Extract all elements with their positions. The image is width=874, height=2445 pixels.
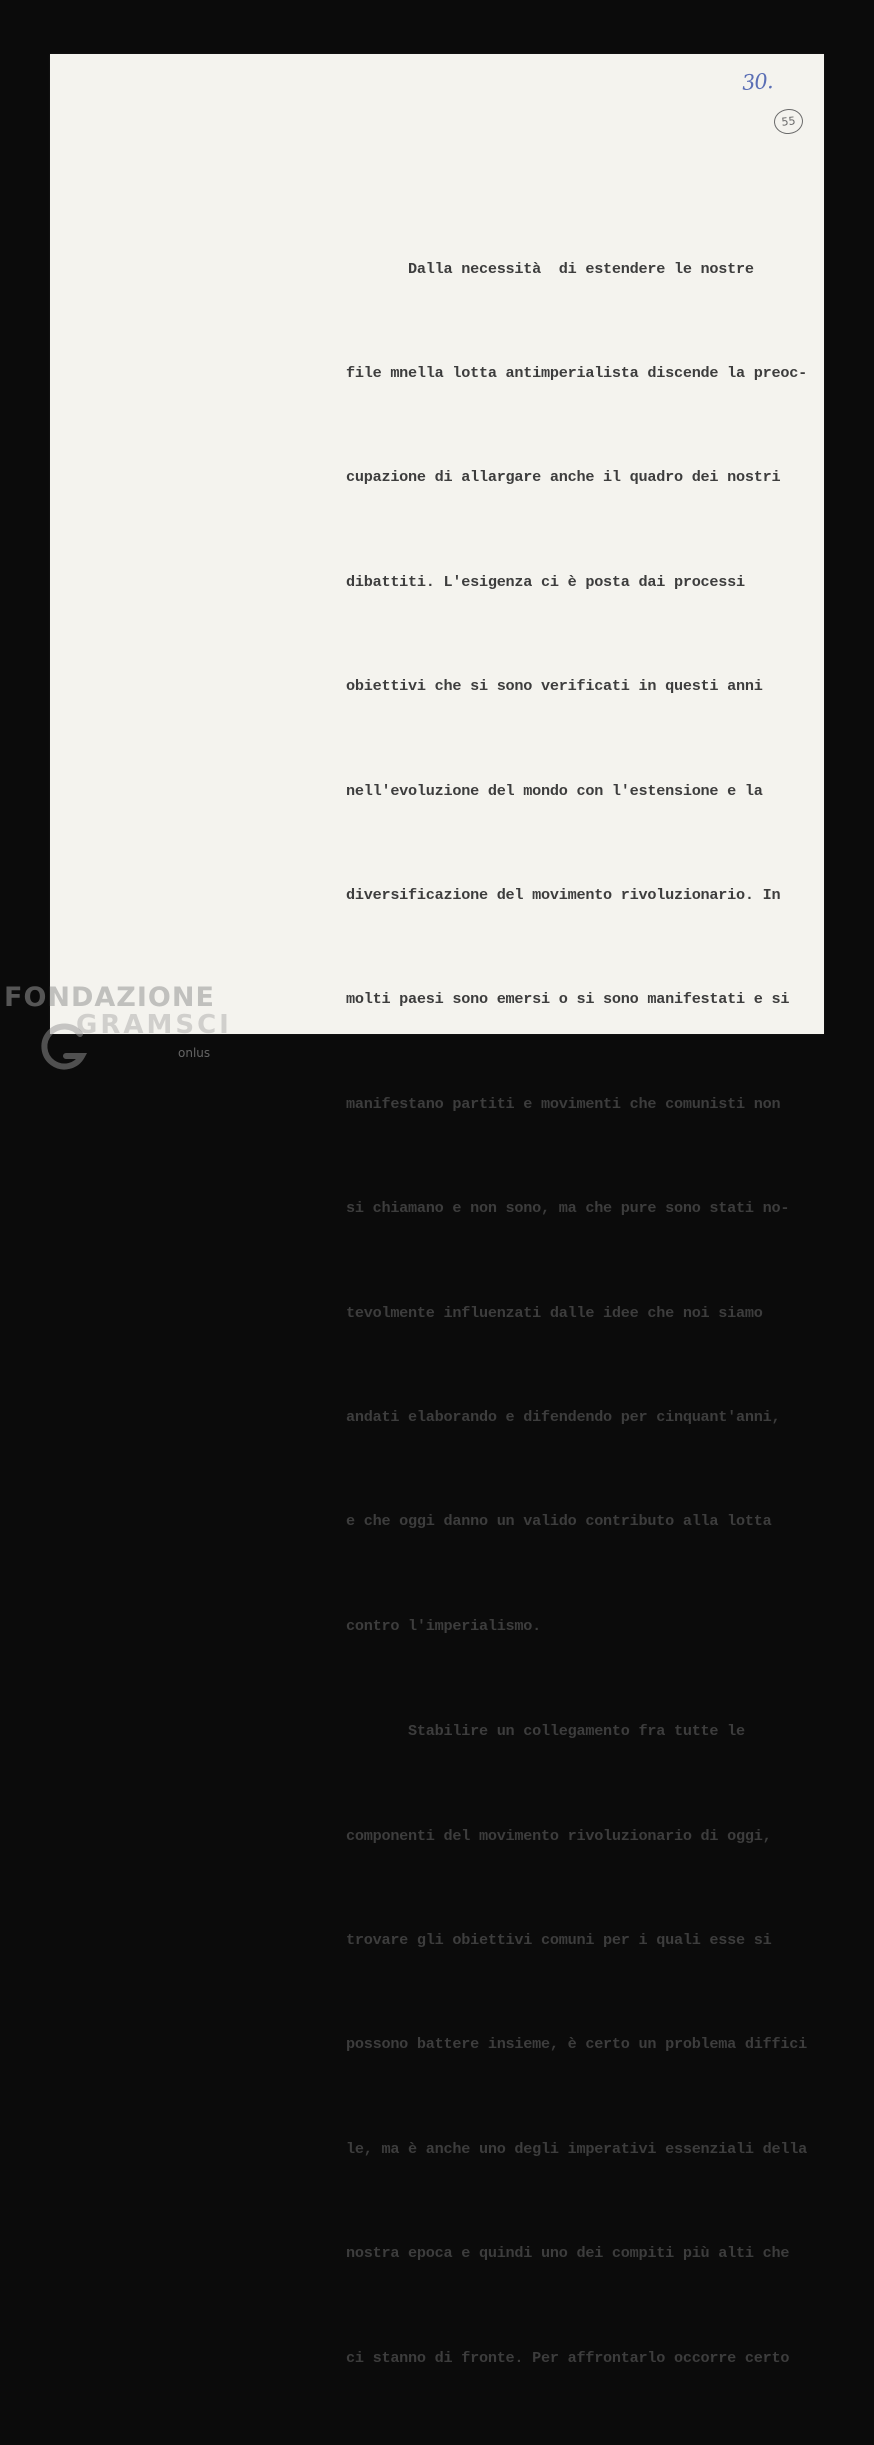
text-line: tevolmente influenzati dalle idee che noi siamo [346, 1303, 763, 1322]
text-line: diversificazione del movimento rivoluzionario. In [346, 885, 781, 904]
text-line: le, ma è anche uno degli imperativi essenziali della [346, 2139, 807, 2158]
text-line: contro l'imperialismo. [346, 1616, 542, 1635]
text-line: possono battere insieme, è certo un problema diffici [346, 2035, 807, 2054]
text-line: Stabilire un collegamento fra tutte le [346, 1722, 745, 1741]
handwritten-page-number: 30. [741, 68, 774, 96]
text-line: componenti del movimento rivoluzionario di oggi, [346, 1826, 772, 1845]
text-line: molti paesi sono emersi o si sono manifestati e si [346, 990, 790, 1009]
text-line: file mnella lotta antimperialista discende la preoc- [346, 363, 807, 382]
text-line: andati elaborando e difendendo per cinquant'anni, [346, 1407, 781, 1426]
watermark-subtitle: GRAMSCI [76, 1010, 232, 1040]
text-line: nostra epoca e quindi uno dei compiti più alti che [346, 2244, 790, 2263]
text-line: nell'evoluzione del mondo con l'estensione e la [346, 781, 763, 800]
watermark-title: FONDAZIONE [4, 982, 215, 1013]
typewritten-text [346, 182, 816, 2445]
text-line: si chiamano e non sono, ma che pure sono stati no- [346, 1199, 790, 1218]
foundation-logo-icon [36, 1022, 88, 1074]
text-line: ci stanno di fronte. Per affrontarlo occorre certo [346, 2348, 790, 2367]
circled-archive-number: 55 [773, 108, 804, 136]
watermark-suffix: onlus [178, 1046, 211, 1060]
text-line: trovare gli obiettivi comuni per i quali esse si [346, 1931, 772, 1950]
text-line: cupazione di allargare anche il quadro dei nostri [346, 468, 781, 487]
text-line: manifestano partiti e movimenti che comunisti non [346, 1094, 781, 1113]
text-line: e che oggi danno un valido contributo alla lotta [346, 1512, 772, 1531]
text-line: dibattiti. L'esigenza ci è posta dai processi [346, 572, 745, 591]
text-line: Dalla necessità di estendere le nostre [346, 259, 754, 278]
text-line: obiettivi che si sono verificati in questi anni [346, 677, 763, 696]
